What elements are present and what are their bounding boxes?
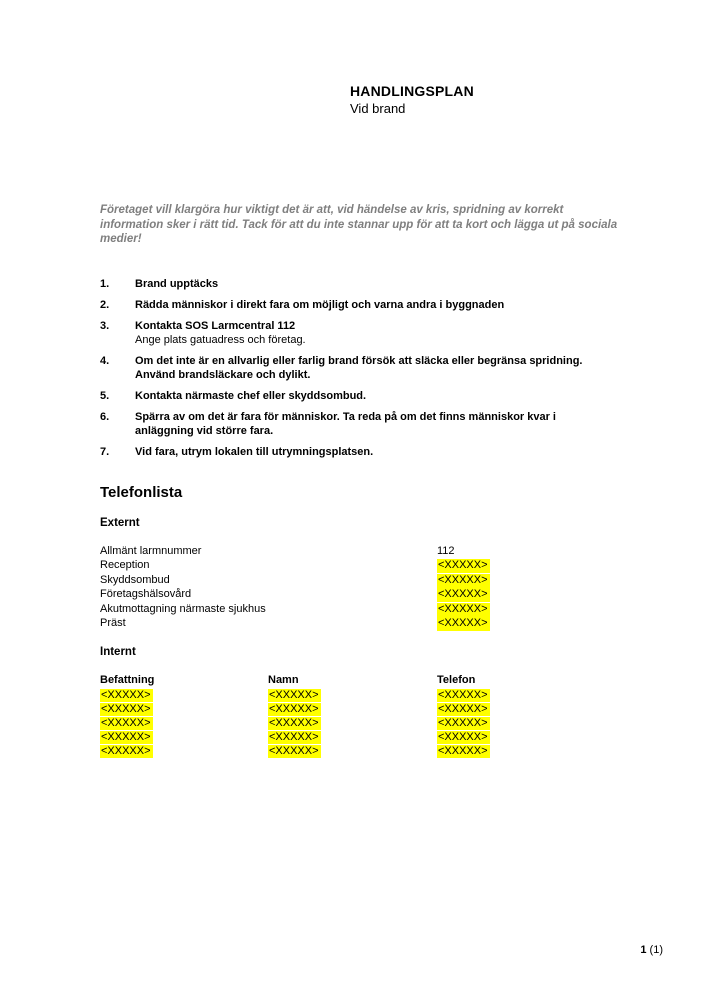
- step-note: Ange plats gatuadress och företag.: [135, 334, 306, 346]
- cell-value-placeholder: <XXXXX>: [101, 702, 151, 715]
- internal-table-row: [100, 731, 490, 745]
- page-title: HANDLINGSPLAN: [350, 83, 474, 99]
- phone-value-placeholder: <XXXXX>: [438, 602, 488, 615]
- table-cell: [100, 689, 268, 703]
- phone-label: Akutmottagning närmaste sjukhus: [100, 602, 266, 615]
- table-cell: [100, 745, 268, 759]
- external-phone-list: [100, 545, 490, 631]
- cell-value-placeholder: <XXXXX>: [269, 702, 319, 715]
- step-body: [135, 354, 605, 382]
- table-cell: [268, 731, 437, 745]
- action-step: [100, 298, 605, 312]
- action-steps-list: [100, 277, 605, 466]
- phone-value-placeholder: <XXXXX>: [438, 559, 488, 572]
- table-cell: [437, 703, 490, 717]
- action-step: [100, 445, 605, 459]
- action-step: [100, 389, 605, 403]
- phone-value-placeholder: <XXXXX>: [438, 616, 488, 629]
- step-number: 7.: [100, 446, 110, 458]
- step-number: 6.: [100, 411, 110, 423]
- external-phone-row: [100, 603, 490, 617]
- internal-table-row: [100, 703, 490, 717]
- internal-table-row: [100, 689, 490, 703]
- internal-table-header: [100, 674, 490, 689]
- internal-table-row: [100, 717, 490, 731]
- phone-label: Företagshälsovård: [100, 588, 192, 601]
- column-header: Namn: [268, 674, 299, 686]
- external-phone-row: [100, 588, 490, 602]
- step-text: Vid fara, utrym lokalen till utrymningsplatsen.: [135, 446, 374, 458]
- document-header: [350, 83, 474, 117]
- external-phone-row: [100, 574, 490, 588]
- cell-value-placeholder: <XXXXX>: [101, 731, 151, 744]
- action-step: [100, 319, 605, 347]
- external-phone-row: [100, 545, 490, 559]
- cell-value-placeholder: <XXXXX>: [269, 716, 319, 729]
- table-cell: [268, 689, 437, 703]
- step-text: Om det inte är en allvarlig eller farlig brand försök att släcka eller begränsa spridning. Använd brandsläckare och dylikt.: [135, 355, 583, 381]
- step-body: [135, 319, 306, 347]
- cell-value-placeholder: <XXXXX>: [269, 745, 319, 758]
- column-header: Telefon: [437, 674, 476, 686]
- phone-label: Reception: [100, 559, 150, 572]
- table-cell: [437, 717, 490, 731]
- page-subtitle: Vid brand: [350, 101, 406, 116]
- cell-value-placeholder: <XXXXX>: [269, 731, 319, 744]
- table-cell: [437, 731, 490, 745]
- cell-value-placeholder: <XXXXX>: [101, 716, 151, 729]
- intro-paragraph: Företaget vill klargöra hur viktigt det är att, vid händelse av kris, spridning av korrekt information sker i rätt tid. Tack för att du inte stannar upp för att ta kort och lägga ut på sociala medier!: [100, 204, 618, 245]
- internal-section-heading: Internt: [100, 646, 136, 658]
- external-phone-row: [100, 559, 490, 573]
- table-cell: [100, 731, 268, 745]
- phone-label: Präst: [100, 616, 126, 629]
- external-phone-row: [100, 617, 490, 631]
- external-section-heading: Externt: [100, 517, 140, 529]
- page-number-total: (1): [649, 944, 663, 956]
- table-cell: [100, 703, 268, 717]
- internal-phone-table: [100, 674, 490, 759]
- table-cell: [268, 745, 437, 759]
- cell-value-placeholder: <XXXXX>: [101, 688, 151, 701]
- step-text: Kontakta SOS Larmcentral 112: [135, 320, 296, 332]
- cell-value-placeholder: <XXXXX>: [438, 716, 488, 729]
- cell-value-placeholder: <XXXXX>: [101, 745, 151, 758]
- phone-value-placeholder: 112: [437, 545, 455, 557]
- step-text: Kontakta närmaste chef eller skyddsombud.: [135, 390, 367, 402]
- action-step: [100, 277, 605, 291]
- step-number: 5.: [100, 390, 110, 402]
- phone-list-heading: Telefonlista: [100, 484, 183, 501]
- phone-label: Skyddsombud: [100, 573, 170, 586]
- table-cell: [268, 717, 437, 731]
- cell-value-placeholder: <XXXXX>: [438, 688, 488, 701]
- cell-value-placeholder: <XXXXX>: [269, 688, 319, 701]
- step-body: [135, 298, 504, 312]
- page-number-current: 1: [640, 944, 647, 956]
- cell-value-placeholder: <XXXXX>: [438, 731, 488, 744]
- page-number: [640, 944, 663, 956]
- step-number: 1.: [100, 278, 110, 290]
- action-step: [100, 410, 605, 438]
- step-body: [135, 410, 605, 438]
- table-cell: [437, 745, 490, 759]
- phone-value-placeholder: <XXXXX>: [438, 588, 488, 601]
- table-cell: [268, 703, 437, 717]
- step-text: Spärra av om det är fara för människor. Ta reda på om det finns människor kvar i anläggning vid större fara.: [135, 411, 556, 437]
- table-cell: [437, 689, 490, 703]
- step-number: 3.: [100, 320, 110, 332]
- cell-value-placeholder: <XXXXX>: [438, 702, 488, 715]
- step-body: [135, 445, 373, 459]
- step-body: [135, 389, 366, 403]
- step-number: 2.: [100, 299, 110, 311]
- cell-value-placeholder: <XXXXX>: [438, 745, 488, 758]
- table-cell: [100, 717, 268, 731]
- step-text: Brand upptäcks: [135, 278, 219, 290]
- phone-value-placeholder: <XXXXX>: [438, 573, 488, 586]
- phone-label: Allmänt larmnummer: [100, 545, 202, 557]
- step-text: Rädda människor i direkt fara om möjligt och varna andra i byggnaden: [135, 299, 505, 311]
- action-step: [100, 354, 605, 382]
- internal-table-row: [100, 745, 490, 759]
- step-number: 4.: [100, 355, 110, 367]
- step-body: [135, 277, 218, 291]
- column-header: Befattning: [100, 674, 155, 686]
